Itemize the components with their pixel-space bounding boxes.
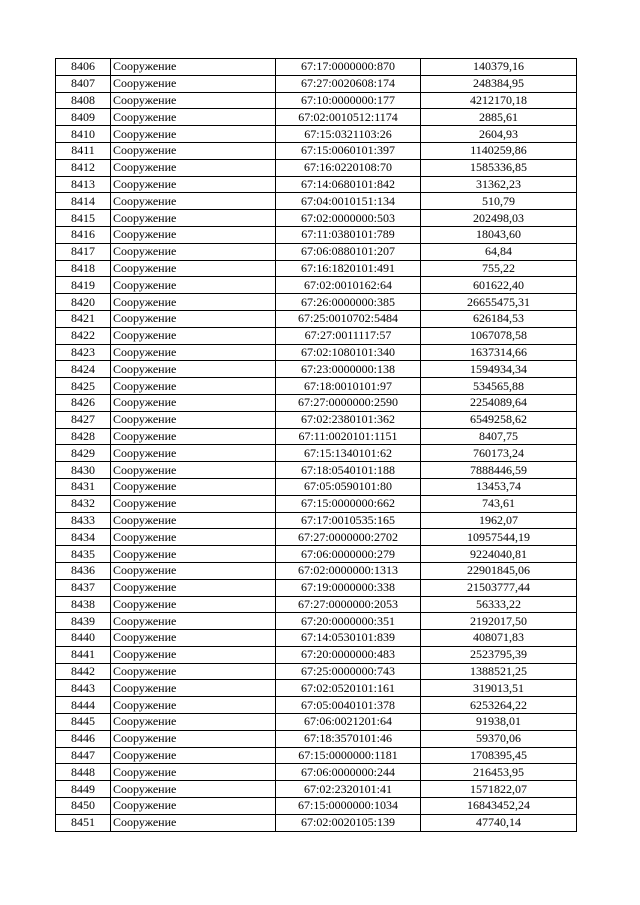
- row-number-cell: 8425: [56, 378, 111, 395]
- cadastral-number-cell: 67:15:1340101:62: [276, 445, 421, 462]
- row-number-cell: 8411: [56, 142, 111, 159]
- cadastral-value-cell: 21503777,44: [421, 579, 577, 596]
- table-row: [56, 747, 577, 764]
- cadastral-number-cell: 67:27:0011117:57: [276, 327, 421, 344]
- row-number-cell: 8410: [56, 126, 111, 143]
- cadastral-value-cell: 91938,01: [421, 714, 577, 731]
- row-number-cell: 8437: [56, 579, 111, 596]
- cadastral-value-cell: 7888446,59: [421, 462, 577, 479]
- object-type-cell: Сооружение: [111, 277, 276, 294]
- cadastral-number-cell: 67:27:0000000:2702: [276, 529, 421, 546]
- row-number-cell: 8424: [56, 361, 111, 378]
- cadastral-number-cell: 67:06:0000000:279: [276, 546, 421, 563]
- object-type-cell: Сооружение: [111, 781, 276, 798]
- row-number-cell: 8408: [56, 92, 111, 109]
- cadastral-value-cell: 1962,07: [421, 512, 577, 529]
- cadastral-number-cell: 67:02:2320101:41: [276, 781, 421, 798]
- object-type-cell: Сооружение: [111, 663, 276, 680]
- cadastral-value-cell: 2254089,64: [421, 394, 577, 411]
- object-type-cell: Сооружение: [111, 243, 276, 260]
- row-number-cell: 8449: [56, 781, 111, 798]
- table-row: [56, 697, 577, 714]
- cadastral-number-cell: 67:27:0020608:174: [276, 75, 421, 92]
- row-number-cell: 8421: [56, 310, 111, 327]
- cadastral-value-cell: 408071,83: [421, 630, 577, 647]
- cadastral-number-cell: 67:20:0000000:351: [276, 613, 421, 630]
- table-row: [56, 260, 577, 277]
- object-type-cell: Сооружение: [111, 512, 276, 529]
- table-row: [56, 193, 577, 210]
- row-number-cell: 8446: [56, 730, 111, 747]
- row-number-cell: 8436: [56, 562, 111, 579]
- cadastral-value-cell: 64,84: [421, 243, 577, 260]
- cadastral-number-cell: 67:18:0010101:97: [276, 378, 421, 395]
- cadastral-number-cell: 67:02:0010512:1174: [276, 109, 421, 126]
- cadastral-number-cell: 67:19:0000000:338: [276, 579, 421, 596]
- object-type-cell: Сооружение: [111, 529, 276, 546]
- cadastral-value-cell: 319013,51: [421, 680, 577, 697]
- table-row: [56, 663, 577, 680]
- table-row: [56, 210, 577, 227]
- cadastral-value-cell: 16843452,24: [421, 798, 577, 815]
- object-type-cell: Сооружение: [111, 310, 276, 327]
- object-type-cell: Сооружение: [111, 193, 276, 210]
- object-type-cell: Сооружение: [111, 495, 276, 512]
- cadastral-number-cell: 67:02:0000000:503: [276, 210, 421, 227]
- object-type-cell: Сооружение: [111, 226, 276, 243]
- object-type-cell: Сооружение: [111, 361, 276, 378]
- cadastral-value-cell: 31362,23: [421, 176, 577, 193]
- row-number-cell: 8415: [56, 210, 111, 227]
- object-type-cell: Сооружение: [111, 294, 276, 311]
- table-row: [56, 109, 577, 126]
- row-number-cell: 8440: [56, 630, 111, 647]
- cadastral-number-cell: 67:15:0000000:1034: [276, 798, 421, 815]
- object-type-cell: Сооружение: [111, 109, 276, 126]
- cadastral-value-cell: 140379,16: [421, 59, 577, 76]
- object-type-cell: Сооружение: [111, 764, 276, 781]
- cadastral-value-cell: 1388521,25: [421, 663, 577, 680]
- object-type-cell: Сооружение: [111, 159, 276, 176]
- cadastral-value-cell: 2523795,39: [421, 646, 577, 663]
- cadastral-number-cell: 67:17:0000000:870: [276, 59, 421, 76]
- row-number-cell: 8433: [56, 512, 111, 529]
- cadastral-value-cell: 8407,75: [421, 428, 577, 445]
- table-row: [56, 630, 577, 647]
- cadastral-number-cell: 67:06:0880101:207: [276, 243, 421, 260]
- object-type-cell: Сооружение: [111, 142, 276, 159]
- cadastral-number-cell: 67:10:0000000:177: [276, 92, 421, 109]
- object-type-cell: Сооружение: [111, 344, 276, 361]
- object-type-cell: Сооружение: [111, 814, 276, 831]
- cadastral-value-cell: 6549258,62: [421, 411, 577, 428]
- cadastral-value-cell: 534565,88: [421, 378, 577, 395]
- table-row: [56, 394, 577, 411]
- row-number-cell: 8431: [56, 478, 111, 495]
- row-number-cell: 8429: [56, 445, 111, 462]
- cadastral-number-cell: 67:16:0220108:70: [276, 159, 421, 176]
- object-type-cell: Сооружение: [111, 260, 276, 277]
- row-number-cell: 8428: [56, 428, 111, 445]
- object-type-cell: Сооружение: [111, 411, 276, 428]
- cadastral-value-cell: 47740,14: [421, 814, 577, 831]
- table-row: [56, 226, 577, 243]
- object-type-cell: Сооружение: [111, 714, 276, 731]
- row-number-cell: 8417: [56, 243, 111, 260]
- cadastral-number-cell: 67:05:0590101:80: [276, 478, 421, 495]
- object-type-cell: Сооружение: [111, 730, 276, 747]
- object-type-cell: Сооружение: [111, 798, 276, 815]
- cadastral-number-cell: 67:25:0000000:743: [276, 663, 421, 680]
- cadastral-number-cell: 67:25:0010702:5484: [276, 310, 421, 327]
- object-type-cell: Сооружение: [111, 478, 276, 495]
- object-type-cell: Сооружение: [111, 92, 276, 109]
- cadastral-number-cell: 67:18:0540101:188: [276, 462, 421, 479]
- cadastral-value-cell: 6253264,22: [421, 697, 577, 714]
- row-number-cell: 8406: [56, 59, 111, 76]
- cadastral-value-cell: 1637314,66: [421, 344, 577, 361]
- cadastral-number-cell: 67:26:0000000:385: [276, 294, 421, 311]
- row-number-cell: 8407: [56, 75, 111, 92]
- cadastral-value-cell: 2604,93: [421, 126, 577, 143]
- cadastral-value-cell: 2192017,50: [421, 613, 577, 630]
- row-number-cell: 8435: [56, 546, 111, 563]
- row-number-cell: 8438: [56, 596, 111, 613]
- table-row: [56, 613, 577, 630]
- document-page: [55, 58, 576, 832]
- table-row: [56, 277, 577, 294]
- row-number-cell: 8447: [56, 747, 111, 764]
- cadastral-number-cell: 67:27:0000000:2590: [276, 394, 421, 411]
- cadastral-number-cell: 67:06:0000000:244: [276, 764, 421, 781]
- property-table: [55, 58, 577, 832]
- cadastral-value-cell: 18043,60: [421, 226, 577, 243]
- table-row: [56, 512, 577, 529]
- object-type-cell: Сооружение: [111, 562, 276, 579]
- row-number-cell: 8432: [56, 495, 111, 512]
- cadastral-number-cell: 67:02:0520101:161: [276, 680, 421, 697]
- table-row: [56, 126, 577, 143]
- row-number-cell: 8444: [56, 697, 111, 714]
- object-type-cell: Сооружение: [111, 126, 276, 143]
- cadastral-value-cell: 1571822,07: [421, 781, 577, 798]
- row-number-cell: 8412: [56, 159, 111, 176]
- cadastral-number-cell: 67:15:0060101:397: [276, 142, 421, 159]
- table-row: [56, 344, 577, 361]
- table-row: [56, 798, 577, 815]
- cadastral-number-cell: 67:05:0040101:378: [276, 697, 421, 714]
- cadastral-value-cell: 13453,74: [421, 478, 577, 495]
- table-row: [56, 546, 577, 563]
- cadastral-value-cell: 9224040,81: [421, 546, 577, 563]
- cadastral-value-cell: 216453,95: [421, 764, 577, 781]
- cadastral-value-cell: 760173,24: [421, 445, 577, 462]
- row-number-cell: 8441: [56, 646, 111, 663]
- row-number-cell: 8439: [56, 613, 111, 630]
- cadastral-number-cell: 67:18:3570101:46: [276, 730, 421, 747]
- table-row: [56, 243, 577, 260]
- row-number-cell: 8443: [56, 680, 111, 697]
- cadastral-value-cell: 601622,40: [421, 277, 577, 294]
- table-row: [56, 814, 577, 831]
- table-row: [56, 596, 577, 613]
- table-row: [56, 378, 577, 395]
- table-body: [56, 59, 577, 832]
- object-type-cell: Сооружение: [111, 210, 276, 227]
- row-number-cell: 8420: [56, 294, 111, 311]
- object-type-cell: Сооружение: [111, 579, 276, 596]
- cadastral-number-cell: 67:20:0000000:483: [276, 646, 421, 663]
- table-row: [56, 411, 577, 428]
- cadastral-number-cell: 67:02:0020105:139: [276, 814, 421, 831]
- row-number-cell: 8413: [56, 176, 111, 193]
- row-number-cell: 8448: [56, 764, 111, 781]
- object-type-cell: Сооружение: [111, 378, 276, 395]
- table-row: [56, 75, 577, 92]
- cadastral-number-cell: 67:02:0010162:64: [276, 277, 421, 294]
- cadastral-value-cell: 743,61: [421, 495, 577, 512]
- table-row: [56, 92, 577, 109]
- object-type-cell: Сооружение: [111, 697, 276, 714]
- table-row: [56, 310, 577, 327]
- object-type-cell: Сооружение: [111, 75, 276, 92]
- cadastral-number-cell: 67:14:0530101:839: [276, 630, 421, 647]
- row-number-cell: 8451: [56, 814, 111, 831]
- table-row: [56, 714, 577, 731]
- row-number-cell: 8445: [56, 714, 111, 731]
- row-number-cell: 8427: [56, 411, 111, 428]
- object-type-cell: Сооружение: [111, 394, 276, 411]
- object-type-cell: Сооружение: [111, 327, 276, 344]
- cadastral-number-cell: 67:11:0380101:789: [276, 226, 421, 243]
- cadastral-number-cell: 67:14:0680101:842: [276, 176, 421, 193]
- cadastral-value-cell: 2885,61: [421, 109, 577, 126]
- cadastral-number-cell: 67:17:0010535:165: [276, 512, 421, 529]
- table-row: [56, 294, 577, 311]
- cadastral-value-cell: 1140259,86: [421, 142, 577, 159]
- cadastral-value-cell: 22901845,06: [421, 562, 577, 579]
- row-number-cell: 8419: [56, 277, 111, 294]
- row-number-cell: 8422: [56, 327, 111, 344]
- row-number-cell: 8450: [56, 798, 111, 815]
- row-number-cell: 8409: [56, 109, 111, 126]
- cadastral-value-cell: 248384,95: [421, 75, 577, 92]
- table-row: [56, 462, 577, 479]
- cadastral-value-cell: 1594934,34: [421, 361, 577, 378]
- cadastral-number-cell: 67:02:1080101:340: [276, 344, 421, 361]
- table-row: [56, 478, 577, 495]
- table-row: [56, 428, 577, 445]
- cadastral-value-cell: 59370,06: [421, 730, 577, 747]
- object-type-cell: Сооружение: [111, 176, 276, 193]
- table-row: [56, 781, 577, 798]
- row-number-cell: 8414: [56, 193, 111, 210]
- table-row: [56, 680, 577, 697]
- cadastral-number-cell: 67:02:2380101:362: [276, 411, 421, 428]
- row-number-cell: 8442: [56, 663, 111, 680]
- row-number-cell: 8423: [56, 344, 111, 361]
- cadastral-value-cell: 4212170,18: [421, 92, 577, 109]
- object-type-cell: Сооружение: [111, 646, 276, 663]
- object-type-cell: Сооружение: [111, 445, 276, 462]
- cadastral-number-cell: 67:15:0000000:1181: [276, 747, 421, 764]
- table-row: [56, 562, 577, 579]
- table-row: [56, 445, 577, 462]
- cadastral-value-cell: 626184,53: [421, 310, 577, 327]
- cadastral-value-cell: 26655475,31: [421, 294, 577, 311]
- object-type-cell: Сооружение: [111, 59, 276, 76]
- cadastral-value-cell: 510,79: [421, 193, 577, 210]
- table-row: [56, 764, 577, 781]
- object-type-cell: Сооружение: [111, 747, 276, 764]
- cadastral-value-cell: 1585336,85: [421, 159, 577, 176]
- table-row: [56, 176, 577, 193]
- row-number-cell: 8434: [56, 529, 111, 546]
- cadastral-number-cell: 67:04:0010151:134: [276, 193, 421, 210]
- object-type-cell: Сооружение: [111, 630, 276, 647]
- table-row: [56, 579, 577, 596]
- cadastral-value-cell: 56333,22: [421, 596, 577, 613]
- cadastral-number-cell: 67:27:0000000:2053: [276, 596, 421, 613]
- cadastral-value-cell: 1708395,45: [421, 747, 577, 764]
- cadastral-number-cell: 67:15:0321103:26: [276, 126, 421, 143]
- table-row: [56, 327, 577, 344]
- row-number-cell: 8430: [56, 462, 111, 479]
- object-type-cell: Сооружение: [111, 546, 276, 563]
- row-number-cell: 8416: [56, 226, 111, 243]
- cadastral-number-cell: 67:02:0000000:1313: [276, 562, 421, 579]
- table-row: [56, 142, 577, 159]
- object-type-cell: Сооружение: [111, 462, 276, 479]
- table-row: [56, 529, 577, 546]
- row-number-cell: 8426: [56, 394, 111, 411]
- table-row: [56, 361, 577, 378]
- table-row: [56, 59, 577, 76]
- object-type-cell: Сооружение: [111, 613, 276, 630]
- cadastral-value-cell: 755,22: [421, 260, 577, 277]
- cadastral-value-cell: 1067078,58: [421, 327, 577, 344]
- cadastral-number-cell: 67:16:1820101:491: [276, 260, 421, 277]
- table-row: [56, 646, 577, 663]
- cadastral-number-cell: 67:11:0020101:1151: [276, 428, 421, 445]
- cadastral-value-cell: 202498,03: [421, 210, 577, 227]
- table-row: [56, 495, 577, 512]
- table-row: [56, 730, 577, 747]
- cadastral-number-cell: 67:06:0021201:64: [276, 714, 421, 731]
- object-type-cell: Сооружение: [111, 680, 276, 697]
- object-type-cell: Сооружение: [111, 428, 276, 445]
- row-number-cell: 8418: [56, 260, 111, 277]
- cadastral-number-cell: 67:23:0000000:138: [276, 361, 421, 378]
- table-row: [56, 159, 577, 176]
- object-type-cell: Сооружение: [111, 596, 276, 613]
- cadastral-number-cell: 67:15:0000000:662: [276, 495, 421, 512]
- cadastral-value-cell: 10957544,19: [421, 529, 577, 546]
